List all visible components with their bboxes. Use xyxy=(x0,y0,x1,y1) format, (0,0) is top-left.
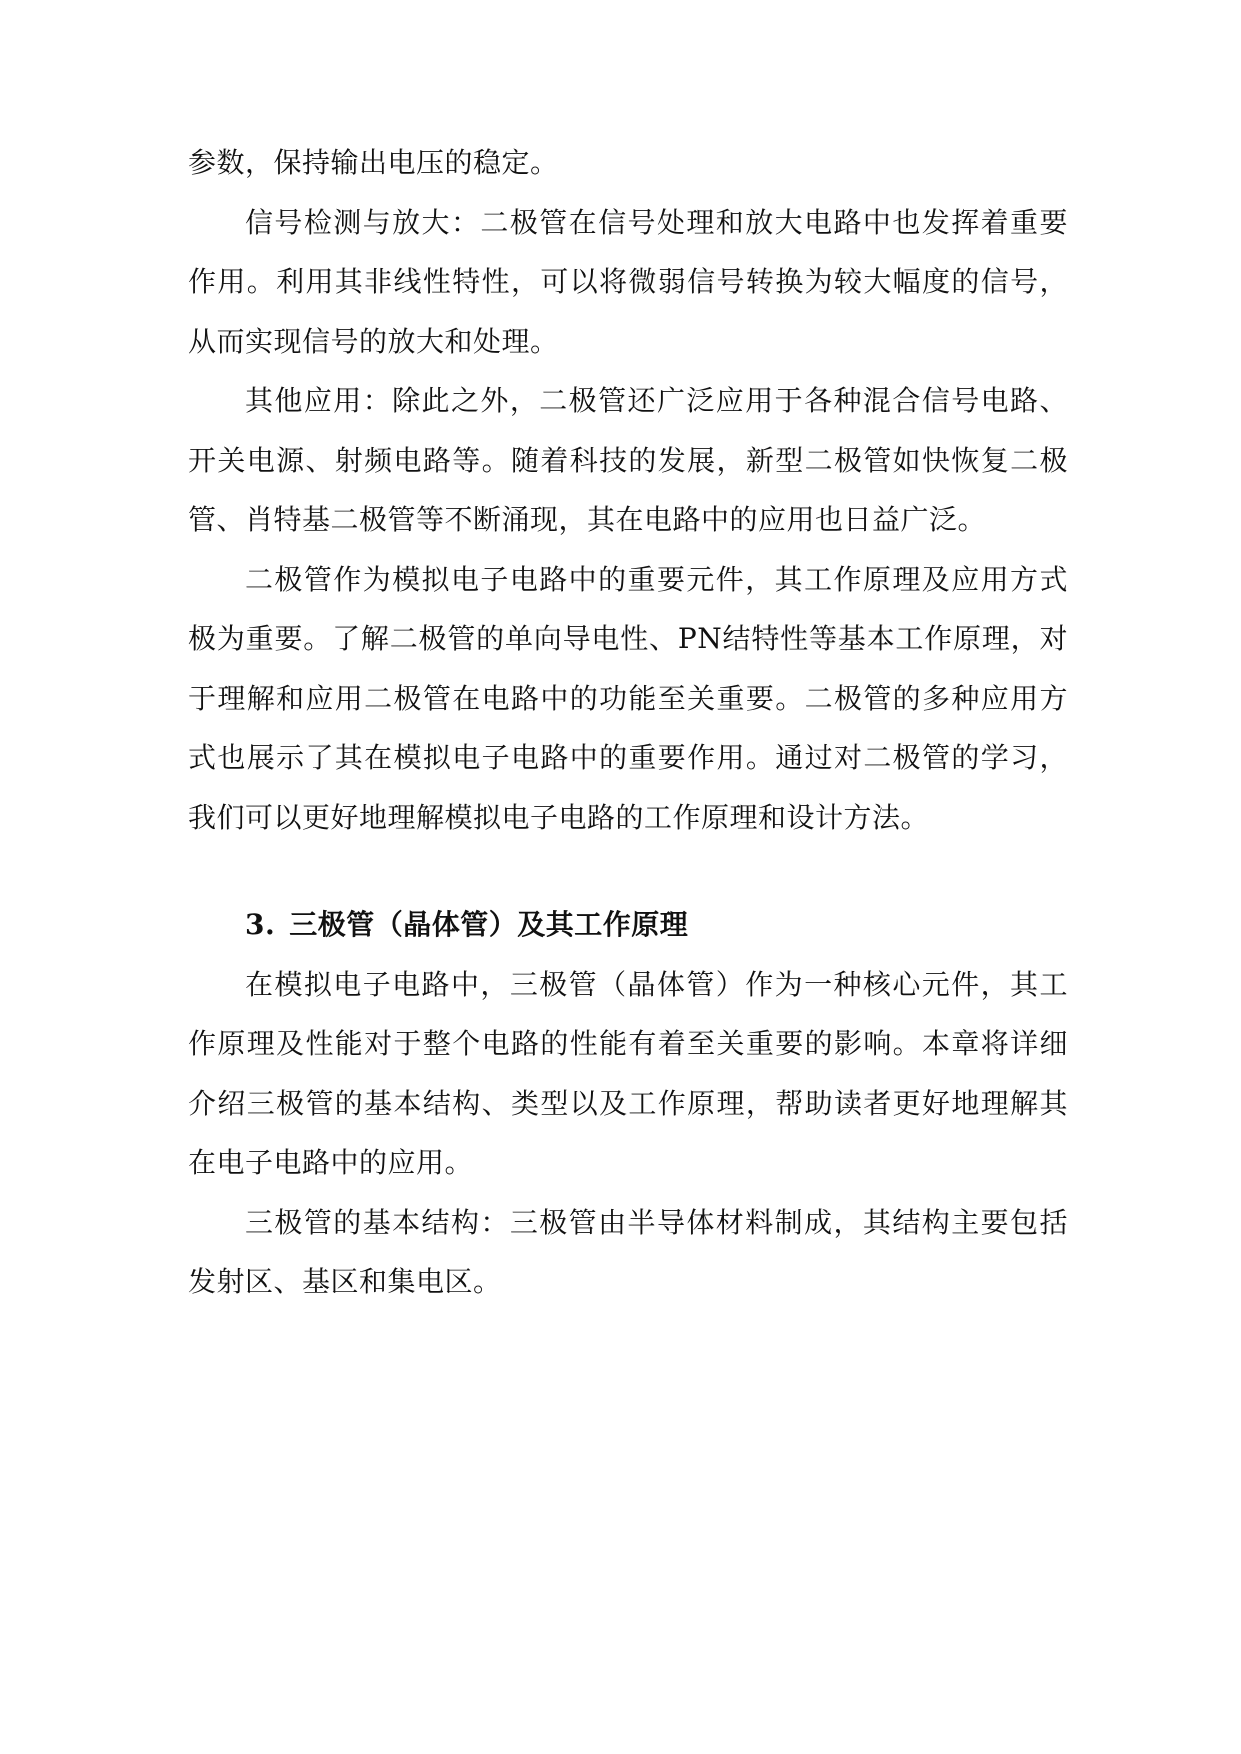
paragraph-diode-summary: 二极管作为模拟电子电路中的重要元件，其工作原理及应用方式极为重要。了解二极管的单向导电性、PN结特性等基本工作原理，对于理解和应用二极管在电路中的功能至关重要。二极管的多种应用方式也展示了其在模拟电子电路中的重要作用。通过对二极管的学习，我们可以更好地理解模拟电子电路的工作原理和设计方法。 xyxy=(188,562,1068,834)
section-heading xyxy=(188,895,1068,955)
paragraph-transistor-intro: 在模拟电子电路中，三极管（晶体管）作为一种核心元件，其工作原理及性能对于整个电路的性能有着至关重要的影响。本章将详细介绍三极管的基本结构、类型以及工作原理，帮助读者更好地理解其在电子电路中的应用。 xyxy=(188,967,1068,1179)
section-title: 三极管（晶体管）及其工作原理 xyxy=(289,908,689,941)
paragraph-continuation: 参数，保持输出电压的稳定。 xyxy=(188,146,559,179)
paragraph-other-applications: 其他应用：除此之外，二极管还广泛应用于各种混合信号电路、开关电源、射频电路等。随着科技的发展，新型二极管如快恢复二极管、肖特基二极管等不断涌现，其在电路中的应用也日益广泛。 xyxy=(188,384,1068,536)
document-body xyxy=(188,133,1068,1312)
paragraph-signal-detection: 信号检测与放大：二极管在信号处理和放大电路中也发挥着重要作用。利用其非线性特性，可以将微弱信号转换为较大幅度的信号，从而实现信号的放大和处理。 xyxy=(188,205,1068,358)
section-number: 3. xyxy=(245,908,276,941)
paragraph-transistor-structure: 三极管的基本结构：三极管由半导体材料制成，其结构主要包括发射区、基区和集电区。 xyxy=(188,1205,1068,1298)
